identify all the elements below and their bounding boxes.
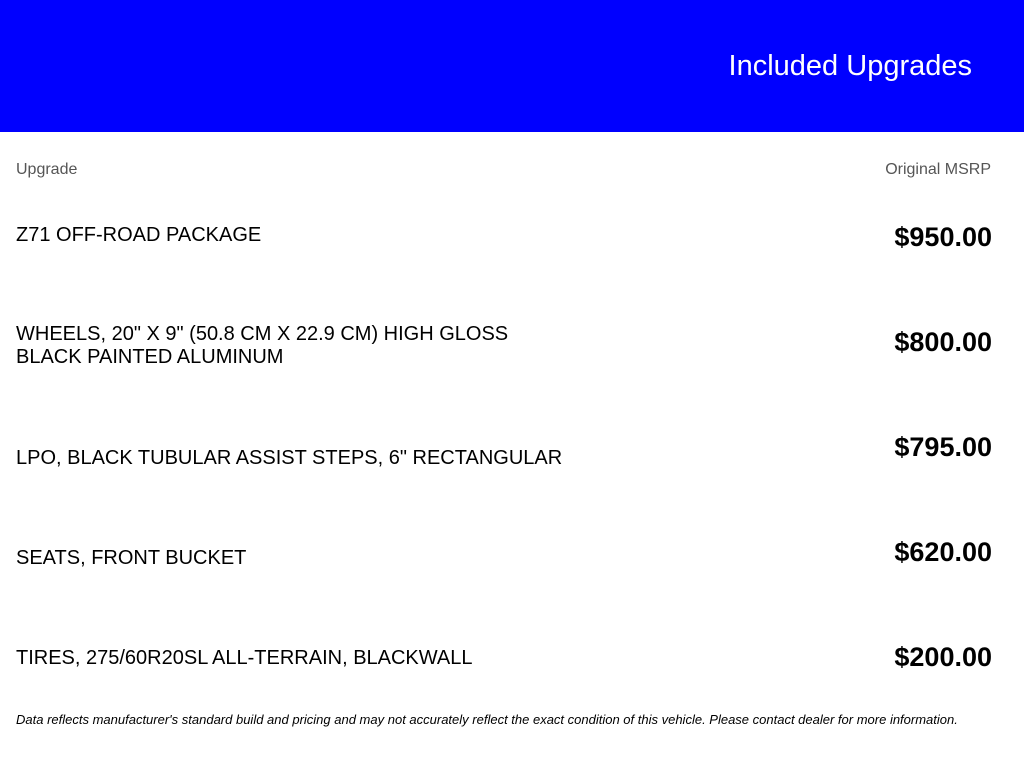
upgrade-name: TIRES, 275/60R20SL ALL-TERRAIN, BLACKWALL (16, 647, 473, 669)
msrp-column-header: Original MSRP (885, 161, 991, 178)
upgrade-price: $620.00 (894, 537, 992, 567)
upgrade-price: $795.00 (894, 432, 992, 462)
upgrade-name: Z71 OFF-ROAD PACKAGE (16, 224, 262, 246)
page-title: Included Upgrades (728, 50, 972, 82)
upgrade-name: SEATS, FRONT BUCKET (16, 547, 247, 569)
upgrade-column-header: Upgrade (16, 161, 78, 178)
upgrade-name: WHEELS, 20" X 9" (50.8 CM X 22.9 CM) HIGH GLOSS BLACK PAINTED ALUMINUM (16, 323, 509, 368)
upgrade-price: $800.00 (894, 327, 992, 357)
upgrade-price: $950.00 (894, 222, 992, 252)
header-banner (0, 0, 1024, 132)
upgrade-name: LPO, BLACK TUBULAR ASSIST STEPS, 6" RECTANGULAR (16, 447, 563, 469)
upgrade-price: $200.00 (894, 642, 992, 672)
disclaimer-note: Data reflects manufacturer's standard build and pricing and may not accurately reflect the exact condition of this vehicle. Please contact dealer for more information. (16, 712, 958, 727)
